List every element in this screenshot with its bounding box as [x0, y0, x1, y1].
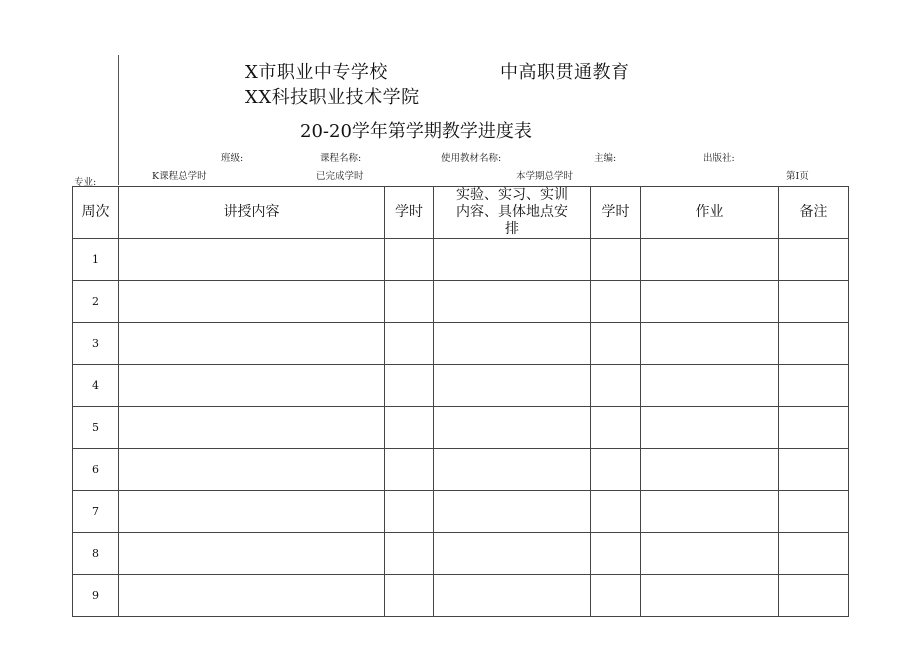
cell-homework[interactable]: [641, 407, 779, 449]
cell-practice-hours[interactable]: [591, 323, 641, 365]
cell-homework[interactable]: [641, 323, 779, 365]
table-row: [73, 491, 849, 533]
cell-lecture[interactable]: [119, 491, 385, 533]
col-homework: 作业: [641, 187, 779, 239]
week-number: 7: [73, 491, 119, 533]
table-row: [73, 575, 849, 617]
cell-lecture[interactable]: [119, 575, 385, 617]
week-number: 1: [73, 239, 119, 281]
cell-practice[interactable]: [434, 449, 591, 491]
table-row: [73, 533, 849, 575]
col-lecture-content: 讲授内容: [119, 187, 385, 239]
week-number: 8: [73, 533, 119, 575]
completed-hours-label: 已完成学时: [316, 171, 364, 182]
week-number: 9: [73, 575, 119, 617]
table-row: [73, 281, 849, 323]
table-header-row: [73, 187, 849, 239]
editor-label: 主编:: [594, 153, 617, 164]
cell-remarks[interactable]: [779, 575, 849, 617]
cell-remarks[interactable]: [779, 449, 849, 491]
college-name: XX科技职业技术学院: [245, 87, 420, 108]
schedule-table: [72, 186, 849, 617]
week-number: 6: [73, 449, 119, 491]
cell-practice-hours[interactable]: [591, 491, 641, 533]
cell-homework[interactable]: [641, 365, 779, 407]
cell-remarks[interactable]: [779, 239, 849, 281]
cell-hours[interactable]: [385, 449, 434, 491]
semester-hours-label: 本学期总学时: [516, 171, 574, 182]
col-practice-hours: 学时: [591, 187, 641, 239]
cell-lecture[interactable]: [119, 407, 385, 449]
cell-homework[interactable]: [641, 491, 779, 533]
cell-hours[interactable]: [385, 281, 434, 323]
class-label: 班级:: [221, 153, 244, 164]
cell-homework[interactable]: [641, 239, 779, 281]
cell-practice[interactable]: [434, 575, 591, 617]
cell-remarks[interactable]: [779, 491, 849, 533]
cell-lecture[interactable]: [119, 449, 385, 491]
col-remarks: 备注: [779, 187, 849, 239]
table-row: [73, 323, 849, 365]
cell-remarks[interactable]: [779, 533, 849, 575]
week-number: 3: [73, 323, 119, 365]
textbook-label: 使用教材名称:: [441, 153, 502, 164]
table-row: [73, 239, 849, 281]
cell-practice[interactable]: [434, 281, 591, 323]
cell-hours[interactable]: [385, 575, 434, 617]
week-number: 2: [73, 281, 119, 323]
col-practice-content: [434, 187, 591, 239]
cell-hours[interactable]: [385, 323, 434, 365]
col-week: 周次: [73, 187, 119, 239]
cell-practice-hours[interactable]: [591, 365, 641, 407]
table-row: [73, 407, 849, 449]
cell-hours[interactable]: [385, 533, 434, 575]
margin-line: [118, 55, 119, 185]
cell-remarks[interactable]: [779, 323, 849, 365]
cell-lecture[interactable]: [119, 533, 385, 575]
week-number: 5: [73, 407, 119, 449]
cell-hours[interactable]: [385, 239, 434, 281]
cell-homework[interactable]: [641, 281, 779, 323]
cell-hours[interactable]: [385, 365, 434, 407]
cell-practice-hours[interactable]: [591, 449, 641, 491]
page-number: 第I页: [786, 171, 809, 182]
cell-practice-hours[interactable]: [591, 533, 641, 575]
program-name: 中高职贯通教育: [500, 62, 630, 83]
course-name-label: 课程名称:: [320, 153, 362, 164]
cell-hours[interactable]: [385, 491, 434, 533]
cell-practice-hours[interactable]: [591, 281, 641, 323]
col-practice-label: 实验、实习、实训内容、具体地点安排: [456, 187, 568, 237]
school-name: X市职业中专学校: [245, 62, 388, 83]
table-row: [73, 449, 849, 491]
week-number: 4: [73, 365, 119, 407]
cell-practice[interactable]: [434, 407, 591, 449]
cell-practice[interactable]: [434, 533, 591, 575]
cell-practice[interactable]: [434, 239, 591, 281]
cell-homework[interactable]: [641, 449, 779, 491]
publisher-label: 出版社:: [703, 153, 735, 164]
cell-lecture[interactable]: [119, 281, 385, 323]
cell-practice-hours[interactable]: [591, 407, 641, 449]
major-label: 专业:: [74, 177, 97, 188]
cell-remarks[interactable]: [779, 365, 849, 407]
cell-homework[interactable]: [641, 575, 779, 617]
col-hours: 学时: [385, 187, 434, 239]
cell-practice[interactable]: [434, 323, 591, 365]
cell-remarks[interactable]: [779, 281, 849, 323]
cell-lecture[interactable]: [119, 323, 385, 365]
cell-homework[interactable]: [641, 533, 779, 575]
cell-lecture[interactable]: [119, 365, 385, 407]
total-hours-label: K课程总学时: [152, 171, 207, 182]
page-title: 20-20学年第学期教学进度表: [300, 121, 532, 142]
cell-hours[interactable]: [385, 407, 434, 449]
cell-remarks[interactable]: [779, 407, 849, 449]
cell-practice[interactable]: [434, 365, 591, 407]
cell-practice[interactable]: [434, 491, 591, 533]
cell-practice-hours[interactable]: [591, 575, 641, 617]
cell-lecture[interactable]: [119, 239, 385, 281]
table-row: [73, 365, 849, 407]
cell-practice-hours[interactable]: [591, 239, 641, 281]
